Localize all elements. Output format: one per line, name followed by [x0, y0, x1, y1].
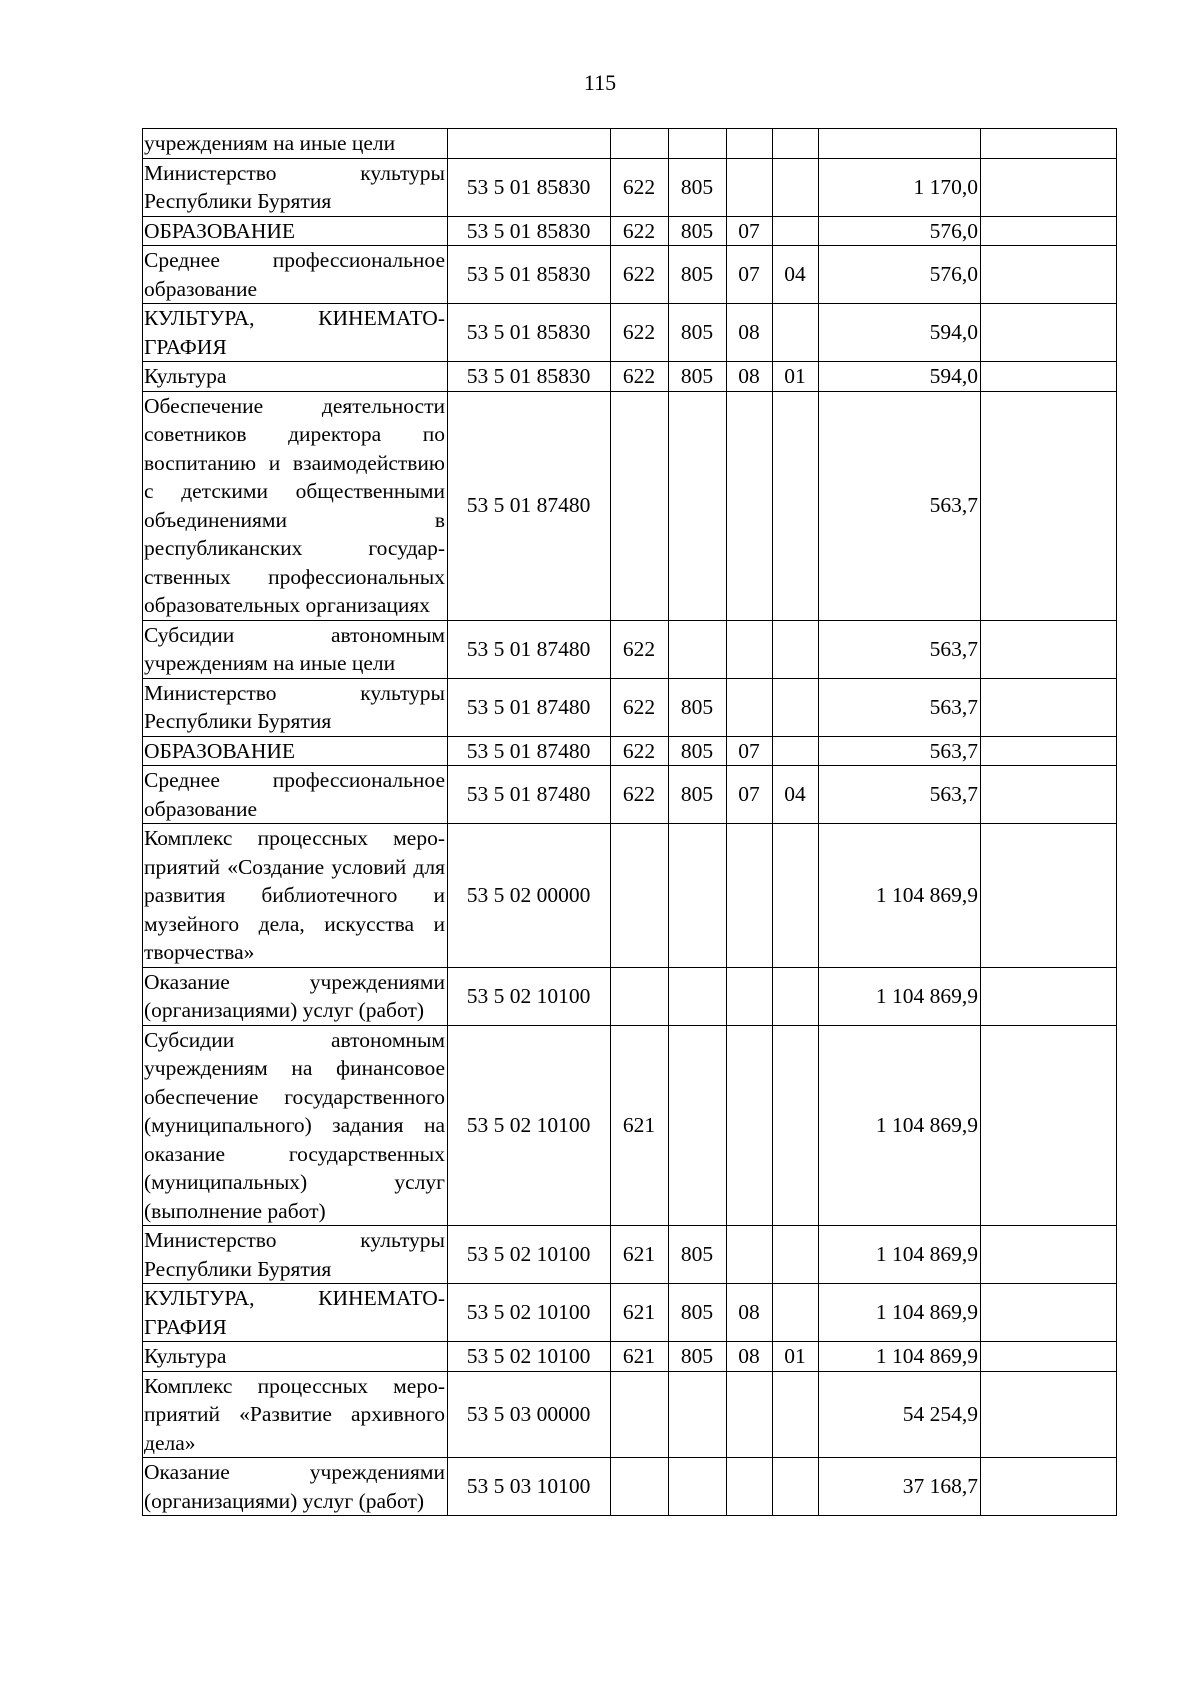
table-row [143, 1226, 1117, 1284]
row-code-cell: 53 5 01 87480 [448, 391, 611, 620]
row-department-cell: 805 [669, 1284, 727, 1342]
row-name-cell: КУЛЬТУРА, КИНЕМАТОГРАФИЯ [143, 304, 448, 362]
table-row [143, 620, 1117, 678]
row-section-cell [727, 391, 773, 620]
row-subsection-cell [773, 620, 819, 678]
row-empty-cell [981, 824, 1117, 968]
row-subsection-cell: 01 [773, 1342, 819, 1372]
row-name-cell: Среднее профессиональное образование [143, 766, 448, 824]
row-section-cell: 08 [727, 1284, 773, 1342]
row-amount-cell: 54 254,9 [819, 1371, 981, 1458]
row-code-cell: 53 5 01 85830 [448, 246, 611, 304]
row-code-cell [448, 129, 611, 159]
row-empty-cell [981, 967, 1117, 1025]
row-amount-cell: 1 170,0 [819, 158, 981, 216]
row-amount-cell: 1 104 869,9 [819, 1025, 981, 1226]
row-subsection-cell [773, 1226, 819, 1284]
row-expense-type-cell: 622 [611, 158, 669, 216]
row-expense-type-cell [611, 391, 669, 620]
table-row [143, 1342, 1117, 1372]
row-section-cell [727, 678, 773, 736]
row-subsection-cell [773, 1025, 819, 1226]
row-name-cell: Оказание учреждениями (организациями) услуг (работ) [143, 967, 448, 1025]
table-row [143, 158, 1117, 216]
row-expense-type-cell: 622 [611, 736, 669, 766]
row-empty-cell [981, 1458, 1117, 1516]
row-subsection-cell [773, 824, 819, 968]
row-section-cell [727, 1458, 773, 1516]
row-subsection-cell [773, 736, 819, 766]
row-name-cell: ОБРАЗОВАНИЕ [143, 736, 448, 766]
row-empty-cell [981, 1342, 1117, 1372]
row-amount-cell: 576,0 [819, 216, 981, 246]
row-amount-cell: 594,0 [819, 304, 981, 362]
row-section-cell: 07 [727, 766, 773, 824]
row-code-cell: 53 5 01 87480 [448, 736, 611, 766]
row-department-cell [669, 1025, 727, 1226]
row-section-cell [727, 1025, 773, 1226]
table-row [143, 304, 1117, 362]
row-name-cell: учреждениям на иные цели [143, 129, 448, 159]
budget-table [142, 128, 1117, 1516]
row-subsection-cell [773, 1284, 819, 1342]
row-code-cell: 53 5 01 85830 [448, 216, 611, 246]
row-section-cell: 07 [727, 736, 773, 766]
row-empty-cell [981, 1025, 1117, 1226]
table-row [143, 1458, 1117, 1516]
row-section-cell: 07 [727, 216, 773, 246]
row-name-cell: Культура [143, 362, 448, 392]
row-department-cell [669, 824, 727, 968]
row-empty-cell [981, 1226, 1117, 1284]
row-subsection-cell [773, 1458, 819, 1516]
row-empty-cell [981, 129, 1117, 159]
row-department-cell [669, 1371, 727, 1458]
row-code-cell: 53 5 02 10100 [448, 1284, 611, 1342]
row-expense-type-cell: 622 [611, 216, 669, 246]
table-row [143, 678, 1117, 736]
table-row [143, 391, 1117, 620]
row-section-cell: 07 [727, 246, 773, 304]
row-empty-cell [981, 216, 1117, 246]
row-department-cell: 805 [669, 216, 727, 246]
row-amount-cell: 576,0 [819, 246, 981, 304]
row-section-cell: 08 [727, 304, 773, 362]
row-code-cell: 53 5 01 87480 [448, 766, 611, 824]
row-name-cell: Субсидии автономным учреждениям на финансовое обеспечение государственного (муниципального) задания на оказание государственных (муниципальных) услуг (выполнение работ) [143, 1025, 448, 1226]
row-code-cell: 53 5 02 00000 [448, 824, 611, 968]
row-amount-cell: 37 168,7 [819, 1458, 981, 1516]
row-empty-cell [981, 304, 1117, 362]
row-amount-cell: 594,0 [819, 362, 981, 392]
row-section-cell [727, 967, 773, 1025]
row-amount-cell: 1 104 869,9 [819, 1342, 981, 1372]
row-empty-cell [981, 1371, 1117, 1458]
row-department-cell: 805 [669, 1226, 727, 1284]
row-code-cell: 53 5 01 85830 [448, 362, 611, 392]
row-empty-cell [981, 362, 1117, 392]
row-code-cell: 53 5 03 00000 [448, 1371, 611, 1458]
row-name-cell: Министерство культуры Республики Бурятия [143, 158, 448, 216]
row-department-cell: 805 [669, 158, 727, 216]
row-empty-cell [981, 158, 1117, 216]
row-expense-type-cell: 621 [611, 1342, 669, 1372]
row-expense-type-cell: 622 [611, 620, 669, 678]
row-expense-type-cell [611, 967, 669, 1025]
row-subsection-cell [773, 216, 819, 246]
row-expense-type-cell: 622 [611, 678, 669, 736]
row-name-cell: Субсидии автономным учреждениям на иные цели [143, 620, 448, 678]
row-amount-cell: 1 104 869,9 [819, 1226, 981, 1284]
row-expense-type-cell: 622 [611, 766, 669, 824]
row-empty-cell [981, 678, 1117, 736]
table-row [143, 1025, 1117, 1226]
row-section-cell: 08 [727, 1342, 773, 1372]
row-section-cell [727, 1226, 773, 1284]
row-name-cell: Обеспечение деятельности советников директора по воспитанию и взаимодействию с детскими общественными объединениями в республиканских государственных профессиональных образовательных организациях [143, 391, 448, 620]
table-body [143, 129, 1117, 1516]
row-department-cell: 805 [669, 736, 727, 766]
row-section-cell [727, 158, 773, 216]
row-department-cell: 805 [669, 304, 727, 362]
row-department-cell [669, 620, 727, 678]
row-name-cell: Министерство культуры Республики Бурятия [143, 678, 448, 736]
row-name-cell: Среднее профессиональное образование [143, 246, 448, 304]
row-name-cell: ОБРАЗОВАНИЕ [143, 216, 448, 246]
row-code-cell: 53 5 02 10100 [448, 1025, 611, 1226]
row-expense-type-cell: 621 [611, 1226, 669, 1284]
row-subsection-cell [773, 678, 819, 736]
row-expense-type-cell: 622 [611, 362, 669, 392]
row-expense-type-cell [611, 1458, 669, 1516]
table-row [143, 824, 1117, 968]
row-code-cell: 53 5 02 10100 [448, 1342, 611, 1372]
table-row [143, 967, 1117, 1025]
row-code-cell: 53 5 01 85830 [448, 158, 611, 216]
row-name-cell: Комплекс процессных мероприятий «Развитие архивного дела» [143, 1371, 448, 1458]
row-code-cell: 53 5 01 87480 [448, 678, 611, 736]
row-subsection-cell [773, 967, 819, 1025]
row-name-cell: Оказание учреждениями (организациями) услуг (работ) [143, 1458, 448, 1516]
row-code-cell: 53 5 01 85830 [448, 304, 611, 362]
row-code-cell: 53 5 02 10100 [448, 1226, 611, 1284]
row-section-cell: 08 [727, 362, 773, 392]
row-empty-cell [981, 246, 1117, 304]
row-amount-cell [819, 129, 981, 159]
row-department-cell [669, 391, 727, 620]
row-amount-cell: 563,7 [819, 766, 981, 824]
row-department-cell [669, 1458, 727, 1516]
row-subsection-cell [773, 391, 819, 620]
row-section-cell [727, 1371, 773, 1458]
row-amount-cell: 563,7 [819, 391, 981, 620]
row-subsection-cell [773, 304, 819, 362]
table-row [143, 1284, 1117, 1342]
row-section-cell [727, 129, 773, 159]
row-amount-cell: 563,7 [819, 736, 981, 766]
table-row [143, 246, 1117, 304]
row-code-cell: 53 5 01 87480 [448, 620, 611, 678]
row-section-cell [727, 824, 773, 968]
table-row [143, 362, 1117, 392]
row-code-cell: 53 5 03 10100 [448, 1458, 611, 1516]
row-department-cell: 805 [669, 362, 727, 392]
row-expense-type-cell: 622 [611, 304, 669, 362]
row-expense-type-cell: 621 [611, 1284, 669, 1342]
row-name-cell: Культура [143, 1342, 448, 1372]
row-expense-type-cell [611, 1371, 669, 1458]
row-name-cell: Комплекс процессных мероприятий «Создание условий для развития библиотечного и музейного дела, искусства и творчества» [143, 824, 448, 968]
row-expense-type-cell: 621 [611, 1025, 669, 1226]
row-amount-cell: 1 104 869,9 [819, 824, 981, 968]
row-department-cell: 805 [669, 246, 727, 304]
row-subsection-cell [773, 129, 819, 159]
table-row [143, 216, 1117, 246]
row-empty-cell [981, 766, 1117, 824]
row-amount-cell: 563,7 [819, 678, 981, 736]
table-row [143, 1371, 1117, 1458]
row-department-cell: 805 [669, 1342, 727, 1372]
row-section-cell [727, 620, 773, 678]
row-expense-type-cell [611, 129, 669, 159]
row-department-cell [669, 129, 727, 159]
row-department-cell: 805 [669, 766, 727, 824]
row-subsection-cell [773, 158, 819, 216]
row-subsection-cell: 01 [773, 362, 819, 392]
row-amount-cell: 1 104 869,9 [819, 967, 981, 1025]
row-amount-cell: 563,7 [819, 620, 981, 678]
row-department-cell: 805 [669, 678, 727, 736]
row-subsection-cell [773, 1371, 819, 1458]
row-subsection-cell: 04 [773, 246, 819, 304]
row-name-cell: Министерство культуры Республики Бурятия [143, 1226, 448, 1284]
row-empty-cell [981, 1284, 1117, 1342]
table-row [143, 736, 1117, 766]
row-empty-cell [981, 391, 1117, 620]
row-name-cell: КУЛЬТУРА, КИНЕМАТОГРАФИЯ [143, 1284, 448, 1342]
row-empty-cell [981, 620, 1117, 678]
table-row [143, 129, 1117, 159]
row-subsection-cell: 04 [773, 766, 819, 824]
row-expense-type-cell [611, 824, 669, 968]
page-number: 115 [583, 70, 617, 95]
row-code-cell: 53 5 02 10100 [448, 967, 611, 1025]
row-amount-cell: 1 104 869,9 [819, 1284, 981, 1342]
row-expense-type-cell: 622 [611, 246, 669, 304]
row-empty-cell [981, 736, 1117, 766]
row-department-cell [669, 967, 727, 1025]
table-row [143, 766, 1117, 824]
